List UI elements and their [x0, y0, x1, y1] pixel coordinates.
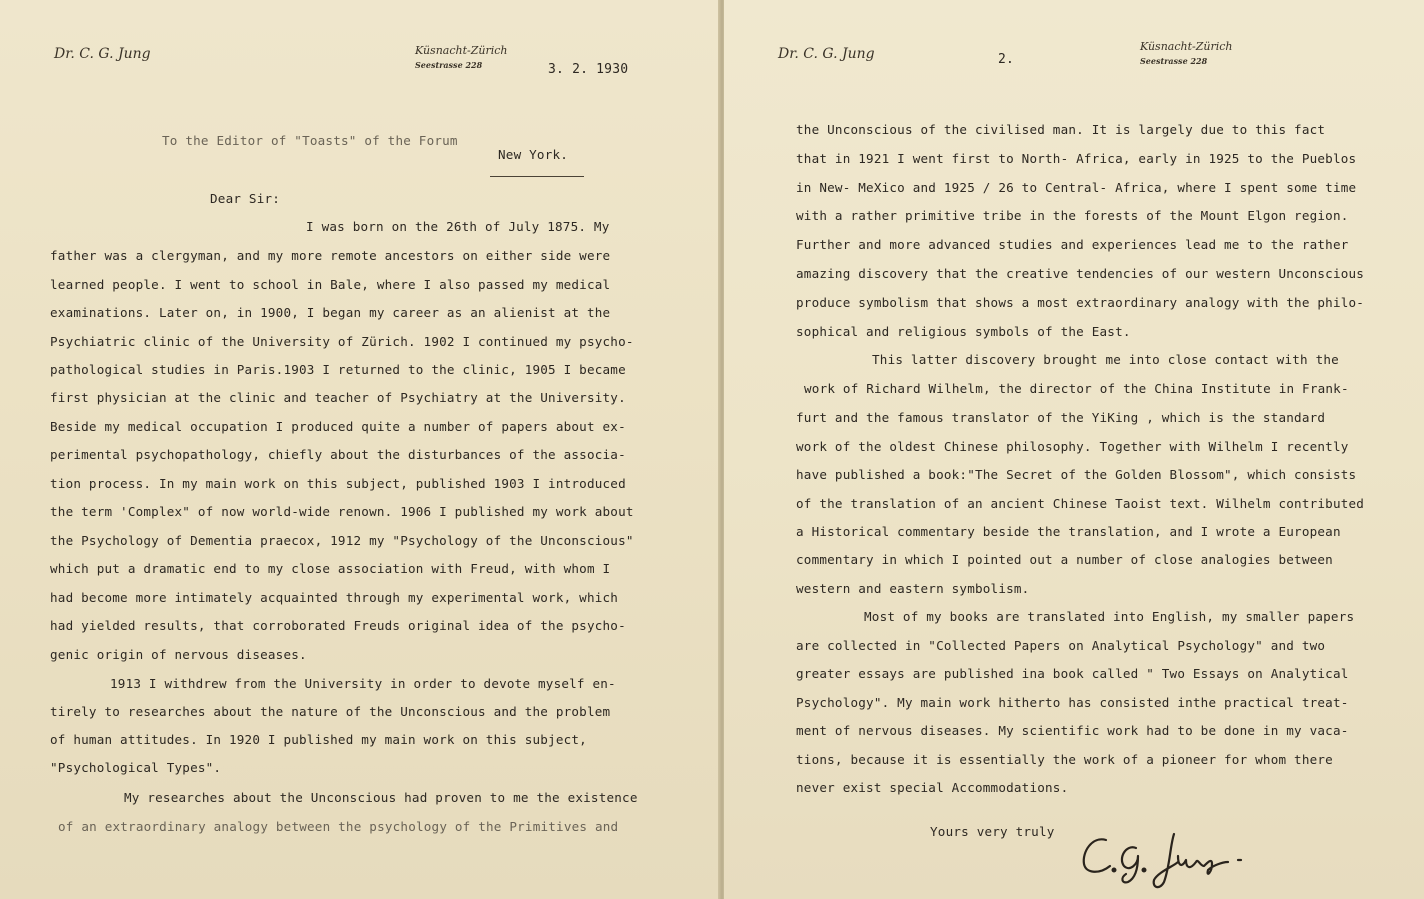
body-line: Beside my medical occupation I produced quite a number of papers about ex- [50, 419, 626, 434]
body-line: western and eastern symbolism. [796, 581, 1030, 596]
letterhead-city: Küsnacht-Zürich [415, 44, 508, 57]
body-line: Psychiatric clinic of the University of Zürich. 1902 I continued my psycho- [50, 334, 634, 349]
body-line: perimental psychopathology, chiefly about the disturbances of the associa- [50, 447, 626, 462]
body-line: the Psychology of Dementia praecox, 1912 my "Psychology of the Unconscious" [50, 533, 634, 548]
body-line: of human attitudes. In 1920 I published my main work on this subject, [50, 732, 587, 747]
letterhead-street: Seestrasse 228 [1140, 56, 1208, 66]
body-line: the term 'Complex" of now world-wide renown. 1906 I published my work about [50, 504, 634, 519]
body-line: amazing discovery that the creative tendencies of our western Unconscious [796, 266, 1365, 281]
body-line: tions, because it is essentially the work of a pioneer for whom there [796, 752, 1333, 767]
letter-page-2 [724, 0, 1424, 899]
body-line: Psychology". My main work hitherto has consisted inthe practical treat- [796, 695, 1349, 710]
body-line: of the translation of an ancient Chinese Taoist text. Wilhelm contributed [796, 496, 1365, 511]
body-line: which put a dramatic end to my close association with Freud, with whom I [50, 561, 611, 576]
body-line: ment of nervous diseases. My scientific work had to be done in my vaca- [796, 723, 1349, 738]
body-line: Further and more advanced studies and experiences lead me to the rather [796, 237, 1349, 252]
body-line: in New- MeXico and 1925 / 26 to Central- Africa, where I spent some time [796, 180, 1357, 195]
salutation: Dear Sir: [210, 191, 281, 206]
body-line: have published a book:"The Secret of the Golden Blossom", which consists [796, 467, 1357, 482]
letterhead-address [1140, 40, 1232, 68]
body-line: learned people. I went to school in Bale, where I also passed my medical [50, 277, 611, 292]
recipient-underline [490, 176, 584, 177]
body-line: "Psychological Types". [50, 760, 222, 775]
recipient-line: To the Editor of "Toasts" of the Forum [162, 133, 458, 148]
letterhead-street: Seestrasse 228 [415, 60, 483, 70]
body-line: produce symbolism that shows a most extraordinary analogy with the philo- [796, 295, 1365, 310]
page-number: 2. [998, 52, 1015, 67]
body-line: of an extraordinary analogy between the psychology of the Primitives and [58, 819, 619, 834]
body-line: tion process. In my main work on this subject, published 1903 I introduced [50, 476, 626, 491]
body-line: greater essays are published ina book called " Two Essays on Analytical [796, 666, 1349, 681]
body-line: work of the oldest Chinese philosophy. Together with Wilhelm I recently [796, 439, 1349, 454]
letterhead-name: Dr. C. G. Jung [778, 46, 875, 62]
body-line: work of Richard Wilhelm, the director of the China Institute in Frank- [804, 381, 1349, 396]
body-line: tirely to researches about the nature of the Unconscious and the problem [50, 704, 611, 719]
letter-date: 3. 2. 1930 [548, 62, 629, 77]
body-line: I was born on the 26th of July 1875. My [306, 219, 610, 234]
body-line: pathological studies in Paris.1903 I returned to the clinic, 1905 I became [50, 362, 626, 377]
body-line: 1913 I withdrew from the University in order to devote myself en- [110, 676, 616, 691]
body-line: examinations. Later on, in 1900, I began my career as an alienist at the [50, 305, 611, 320]
letterhead-address [415, 44, 507, 72]
body-line: with a rather primitive tribe in the forests of the Mount Elgon region. [796, 208, 1349, 223]
handwritten-signature [1078, 826, 1250, 892]
body-line: genic origin of nervous diseases. [50, 647, 307, 662]
body-line: the Unconscious of the civilised man. It is largely due to this fact [796, 122, 1326, 137]
body-line: father was a clergyman, and my more remote ancestors on either side were [50, 248, 611, 263]
body-line: never exist special Accommodations. [796, 780, 1069, 795]
body-line: had become more intimately acquainted through my experimental work, which [50, 590, 619, 605]
letterhead-city: Küsnacht-Zürich [1140, 40, 1233, 53]
body-line: Most of my books are translated into English, my smaller papers [864, 609, 1355, 624]
body-line: commentary in which I pointed out a number of close analogies between [796, 552, 1333, 567]
body-line: furt and the famous translator of the YiKing , which is the standard [796, 410, 1326, 425]
body-line: a Historical commentary beside the translation, and I wrote a European [796, 524, 1341, 539]
letterhead-name: Dr. C. G. Jung [54, 46, 151, 62]
body-line: that in 1921 I went first to North- Africa, early in 1925 to the Pueblos [796, 151, 1357, 166]
body-line: first physician at the clinic and teacher of Psychiatry at the University. [50, 390, 626, 405]
body-line: This latter discovery brought me into close contact with the [872, 352, 1339, 367]
body-line: had yielded results, that corroborated Freuds original idea of the psycho- [50, 618, 626, 633]
closing: Yours very truly [930, 824, 1055, 839]
body-line: My researches about the Unconscious had proven to me the existence [124, 790, 638, 805]
body-line: are collected in "Collected Papers on Analytical Psychology" and two [796, 638, 1326, 653]
body-line: sophical and religious symbols of the East. [796, 324, 1131, 339]
recipient-city: New York. [498, 147, 569, 162]
